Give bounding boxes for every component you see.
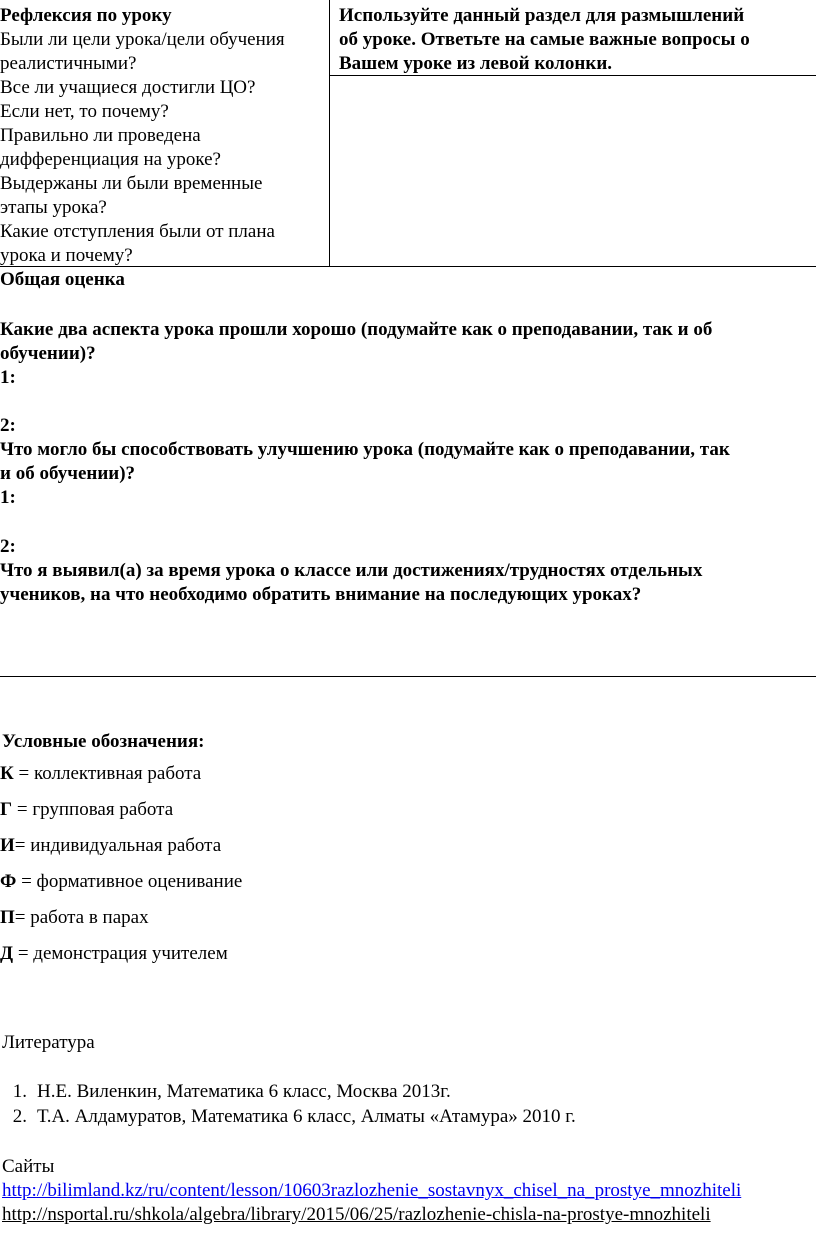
legend-text: демонстрация учителем: [33, 943, 228, 964]
assessment-title: Общая оценка: [0, 269, 125, 290]
site-link-2[interactable]: [2, 1203, 711, 1227]
reflection-question-line: Какие отступления были от плана: [0, 221, 275, 242]
legend-item: [0, 906, 149, 930]
question-line: Какие два аспекта урока прошли хорошо (подумайте как о преподавании, так и об: [0, 319, 713, 340]
legend-key: П: [0, 907, 15, 928]
reflection-question-line: этапы урока?: [0, 197, 107, 218]
reflection-question-line: Правильно ли проведена: [0, 125, 201, 146]
literature-text: Т.А. Алдамуратов, Математика 6 класс, Алматы «Атамура» 2010 г.: [37, 1106, 576, 1127]
reflection-table: [0, 0, 816, 266]
assessment-question-3: [0, 559, 702, 607]
legend-sep: =: [16, 871, 37, 892]
reflection-question-line: Были ли цели урока/цели обучения: [0, 29, 285, 50]
question-line: Что могло бы способствовать улучшению урока (подумайте как о преподавании, так: [0, 439, 730, 460]
answer-number: 2:: [0, 536, 16, 557]
legend-key: Г: [0, 799, 13, 820]
hyperlink[interactable]: http://bilimland.kz/ru/content/lesson/10603razlozhenie_sostavnyx_chisel_na_prostye_mnozhiteli: [2, 1180, 742, 1201]
legend-text: формативное оценивание: [36, 871, 243, 892]
assessment-question-1: [0, 318, 712, 366]
legend-item: [0, 942, 228, 966]
legend-key: Ф: [0, 871, 17, 892]
legend-item: [0, 870, 242, 894]
reflection-question-line: дифференциация на уроке?: [0, 149, 221, 170]
sites-title: Сайты: [2, 1156, 55, 1177]
question-line: Что я выявил(а) за время урока о классе или достижениях/трудностях отдельных: [0, 560, 703, 581]
answer-number: 1:: [0, 487, 16, 508]
question-line: учеников, на что необходимо обратить внимание на последующих уроках?: [0, 584, 642, 605]
legend-text: работа в парах: [30, 907, 149, 928]
reflection-question-line: реалистичными?: [0, 53, 137, 74]
reflection-title: Рефлексия по уроку: [0, 5, 172, 26]
legend-key: И: [0, 835, 15, 856]
answer-number: 2:: [0, 415, 16, 436]
list-number: 1.: [12, 1081, 27, 1102]
instruction-line: Вашем уроке из левой колонки.: [339, 53, 613, 74]
literature-text: Н.Е. Виленкин, Математика 6 класс, Москва 2013г.: [37, 1081, 451, 1102]
reflection-questions-cell: [0, 4, 326, 268]
legend-sep: =: [14, 907, 31, 928]
legend-text: коллективная работа: [34, 763, 202, 784]
literature-item: [0, 1105, 576, 1129]
legend-sep: =: [13, 943, 34, 964]
site-link-1[interactable]: [2, 1179, 741, 1203]
legend-sep: =: [14, 835, 31, 856]
reflection-question-line: Выдержаны ли были временные: [0, 173, 263, 194]
literature-title: Литература: [2, 1032, 95, 1053]
table-divider: [329, 0, 330, 266]
reflection-question-line: Если нет, то почему?: [0, 101, 169, 122]
url-text[interactable]: http://nsportal.ru/shkola/algebra/library/2015/06/25/razlozhenie-chisla-na-prostye-mnozhiteli: [2, 1204, 711, 1225]
list-number: 2.: [12, 1106, 27, 1127]
question-line: обучении)?: [0, 343, 96, 364]
reflection-question-line: урока и почему?: [0, 245, 133, 266]
legend-item: [0, 834, 221, 858]
legend-sep: =: [12, 799, 33, 820]
legend-key: К: [0, 763, 14, 784]
legend-text: индивидуальная работа: [30, 835, 222, 856]
reflection-question-line: Все ли учащиеся достигли ЦО?: [0, 77, 256, 98]
literature-item: [0, 1080, 451, 1104]
legend-title: Условные обозначения:: [2, 731, 205, 752]
instruction-line: об уроке. Ответьте на самые важные вопросы о: [339, 29, 750, 50]
instruction-line: Используйте данный раздел для размышлений: [339, 5, 745, 26]
question-line: и об обучении)?: [0, 463, 136, 484]
assessment-question-2: [0, 438, 730, 486]
legend-item: [0, 762, 201, 786]
legend-sep: =: [13, 763, 34, 784]
reflection-instructions-cell: [339, 4, 809, 76]
legend-text: групповая работа: [32, 799, 174, 820]
answer-number: 1:: [0, 367, 16, 388]
legend-item: [0, 798, 173, 822]
section-divider: [0, 676, 816, 677]
legend-key: Д: [0, 943, 14, 964]
